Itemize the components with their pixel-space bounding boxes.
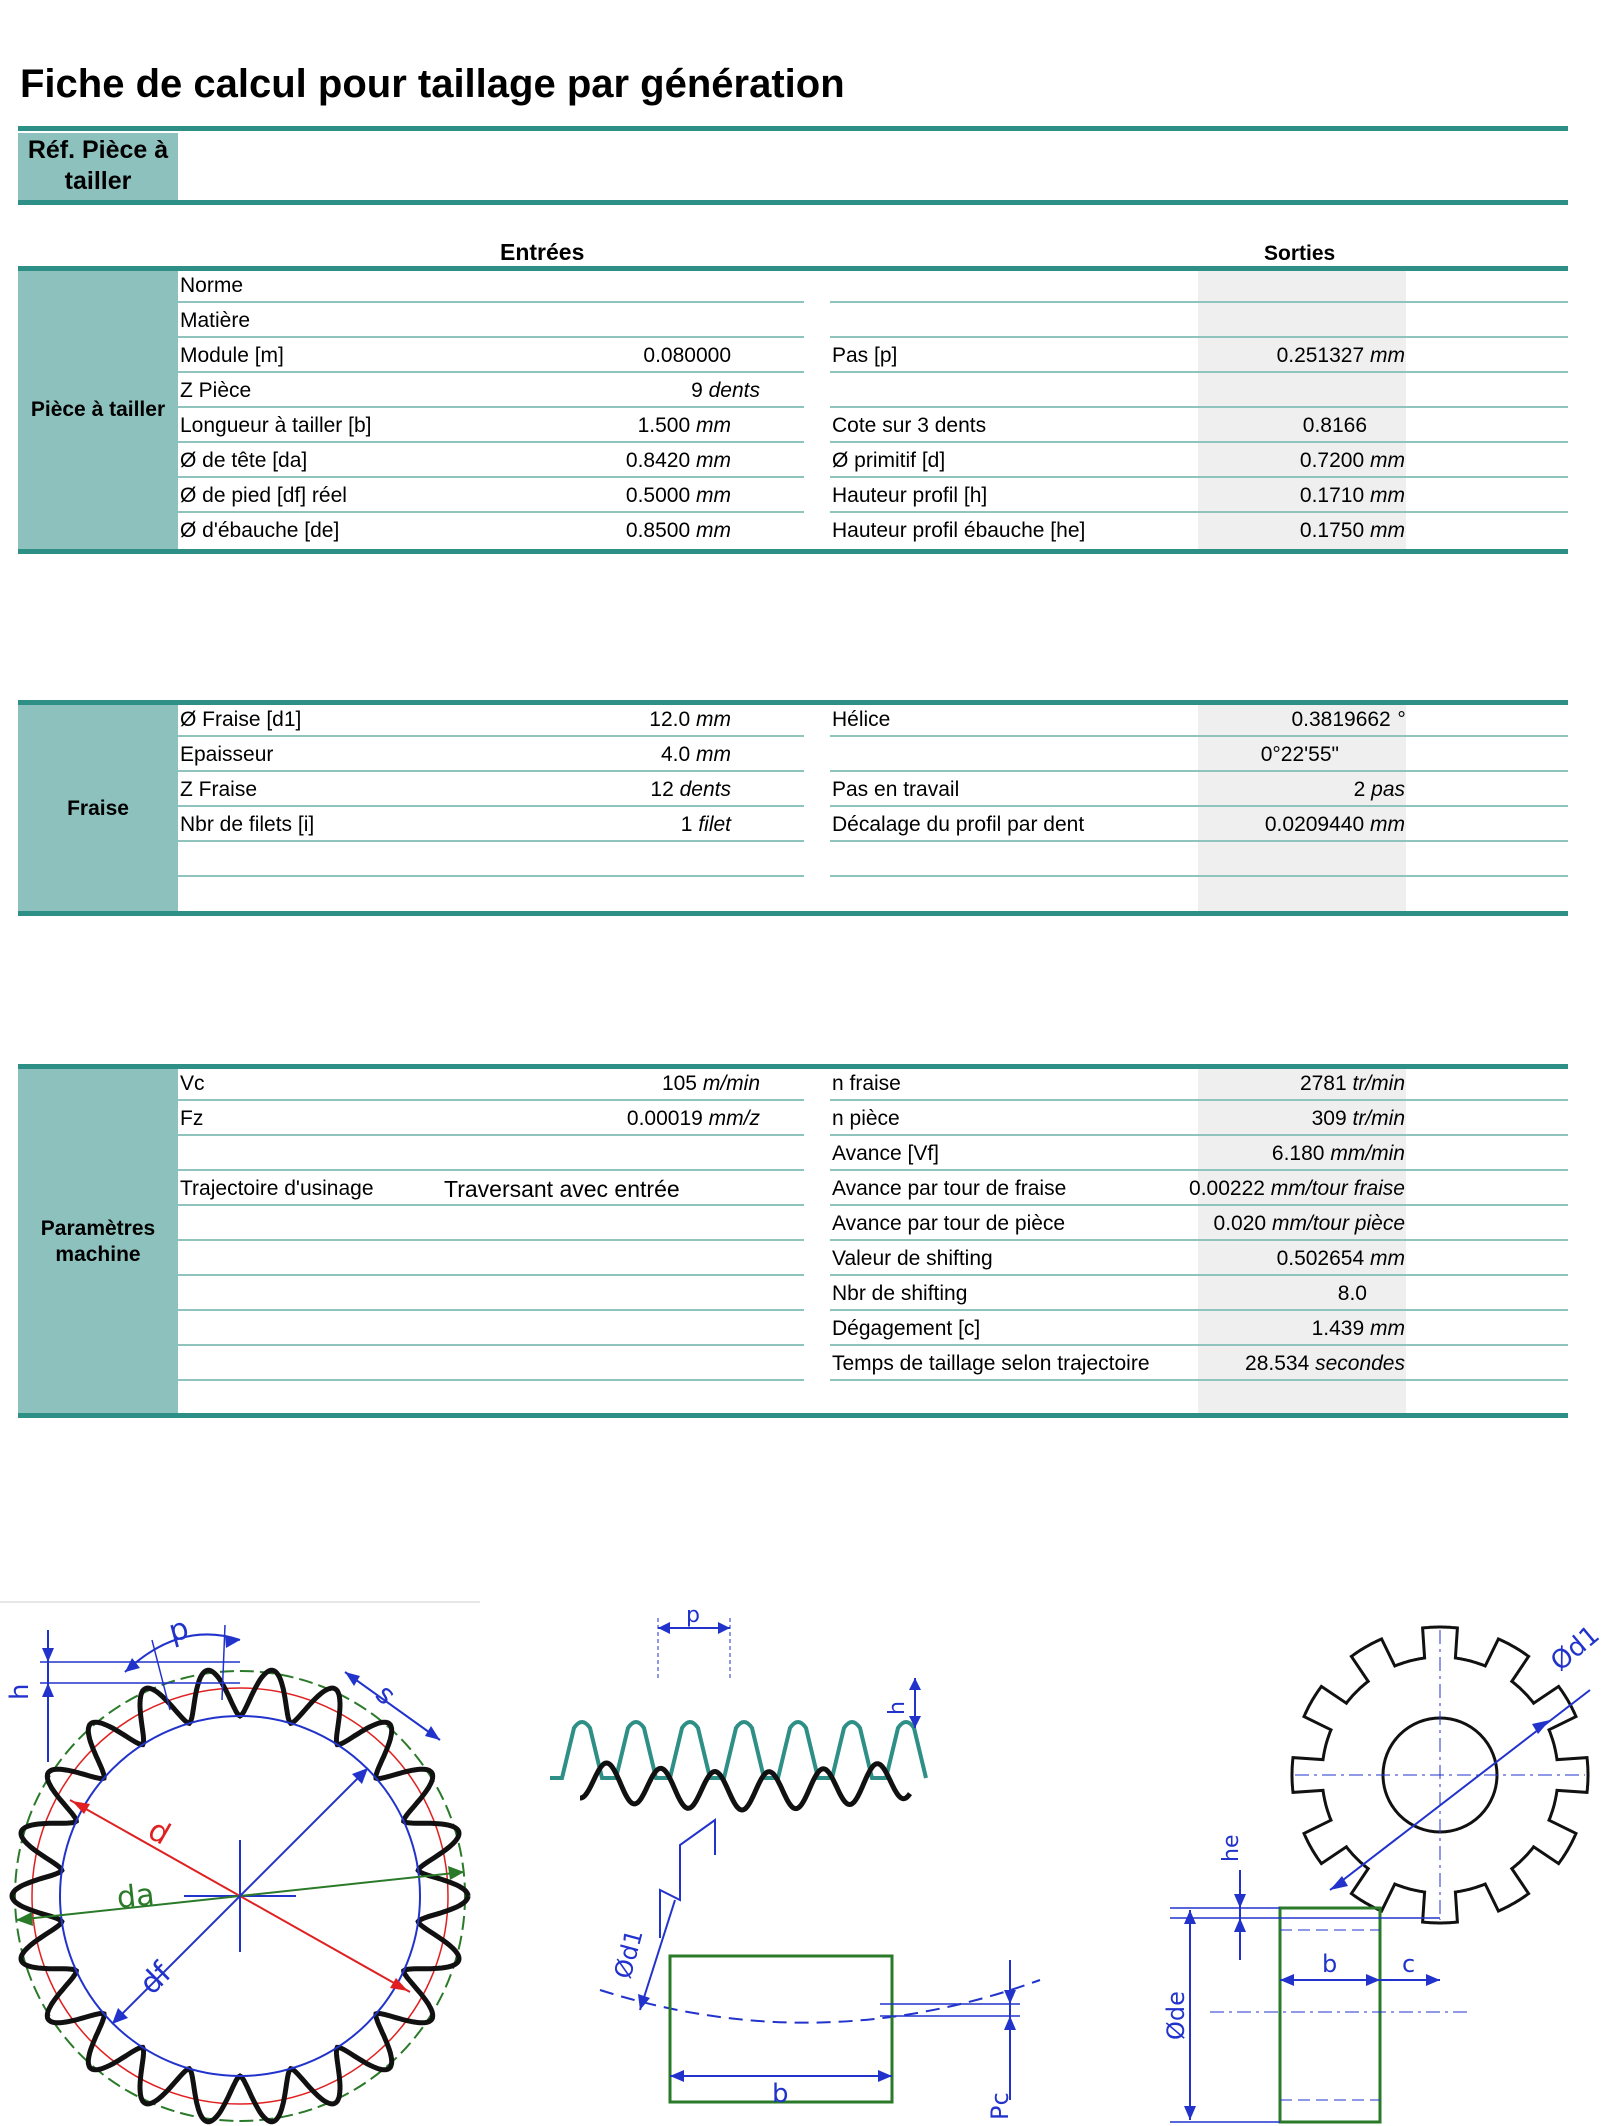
- row-divider: [178, 770, 804, 772]
- output-value-text: 0.8166: [1302, 414, 1367, 437]
- output-unit: °: [1396, 708, 1405, 731]
- ref-label-box: [18, 133, 178, 201]
- input-unit: mm: [696, 414, 731, 437]
- output-label: Hélice: [832, 708, 891, 731]
- input-value: [626, 518, 731, 544]
- output-label: Ø primitif [d]: [832, 449, 946, 472]
- row-divider: [178, 511, 804, 513]
- input-value: [643, 343, 731, 369]
- row-divider: [830, 805, 1568, 807]
- output-unit: pas: [1371, 778, 1405, 801]
- hob-side-label-b: b: [772, 2079, 789, 2109]
- gear-diagram: [0, 1600, 480, 2126]
- row-divider: [830, 1239, 1568, 1241]
- output-label: Cote sur 3 dents: [832, 414, 987, 437]
- input-label: Ø d'ébauche [de]: [180, 519, 340, 542]
- row-divider: [830, 406, 1568, 408]
- input-unit: dents: [679, 778, 731, 801]
- output-value-text: 309: [1311, 1107, 1347, 1130]
- output-unit: secondes: [1315, 1352, 1405, 1375]
- input-value-text: 105: [661, 1072, 697, 1095]
- output-label: Pas en travail: [832, 778, 960, 801]
- output-value: [1338, 1281, 1405, 1307]
- output-value-text: 6.180: [1271, 1142, 1325, 1165]
- input-value-text: 1.500: [637, 414, 691, 437]
- page-title: Fiche de calcul pour taillage par génération: [20, 62, 845, 106]
- row-divider: [830, 476, 1568, 478]
- output-value-text: 8.0: [1337, 1282, 1367, 1305]
- row-divider: [178, 875, 804, 877]
- output-label: n pièce: [832, 1107, 900, 1130]
- output-value: [1300, 483, 1405, 509]
- output-value-text: 1.439: [1311, 1317, 1365, 1340]
- output-unit: mm/tour fraise: [1270, 1177, 1405, 1200]
- output-value: [1303, 413, 1405, 439]
- row-divider: [178, 840, 804, 842]
- row-divider: [830, 1274, 1568, 1276]
- divider: [18, 1413, 1568, 1418]
- row-divider: [830, 1344, 1568, 1346]
- output-value: [1277, 1246, 1405, 1272]
- hob-front-label-d1: Ød1: [1545, 1619, 1606, 1678]
- output-label: Nbr de shifting: [832, 1282, 968, 1305]
- input-value: [626, 448, 731, 474]
- input-label: Z Pièce: [180, 379, 252, 402]
- row-divider: [178, 441, 804, 443]
- row-divider: [830, 1204, 1568, 1206]
- row-divider: [830, 336, 1568, 338]
- row-divider: [830, 1309, 1568, 1311]
- row-divider: [178, 1309, 804, 1311]
- input-value: [627, 1106, 760, 1132]
- input-value: [444, 1176, 680, 1202]
- hob-front-label-c: c: [1402, 1950, 1416, 1978]
- output-label: n fraise: [832, 1072, 901, 1095]
- hob-side-label-pc: Pc: [986, 2092, 1014, 2120]
- input-label: Nbr de filets [i]: [180, 813, 315, 836]
- output-value: [1312, 1316, 1405, 1342]
- row-divider: [830, 1134, 1568, 1136]
- output-value: [1300, 448, 1405, 474]
- input-unit: mm: [696, 708, 731, 731]
- input-unit: mm: [696, 519, 731, 542]
- input-value: [681, 812, 731, 838]
- input-value: [626, 483, 731, 509]
- input-value: [638, 413, 731, 439]
- inputs-header: Entrées: [500, 239, 585, 265]
- output-label: Avance par tour de pièce: [832, 1212, 1066, 1235]
- row-divider: [178, 1169, 804, 1171]
- output-value: [1265, 812, 1405, 838]
- input-label: Vc: [180, 1072, 205, 1095]
- output-unit: mm: [1370, 449, 1405, 472]
- input-label: Fz: [180, 1107, 204, 1130]
- output-value-text: 0.0209440: [1264, 813, 1365, 836]
- output-value: [1354, 777, 1405, 803]
- output-value-text: 0.7200: [1299, 449, 1365, 472]
- machine-section-label-2: machine: [55, 1243, 141, 1266]
- input-value: [662, 1071, 760, 1097]
- output-label: Décalage du profil par dent: [832, 813, 1085, 836]
- output-value-text: 28.534: [1245, 1352, 1310, 1375]
- input-value-text: 4.0: [660, 743, 691, 766]
- input-value-text: 12.0: [649, 708, 691, 731]
- output-value: [1300, 518, 1405, 544]
- divider: [18, 549, 1568, 554]
- divider: [18, 126, 1568, 131]
- outputs-header: Sorties: [1264, 242, 1336, 265]
- rack-label-h: h: [885, 1701, 910, 1715]
- row-divider: [178, 735, 804, 737]
- output-label: Temps de taillage selon trajectoire: [832, 1352, 1150, 1375]
- output-label: Avance [Vf]: [832, 1142, 940, 1165]
- row-divider: [178, 301, 804, 303]
- output-value: [1300, 1071, 1405, 1097]
- output-label: Hauteur profil ébauche [he]: [832, 519, 1086, 542]
- output-value-text: 0.3819662: [1291, 708, 1391, 731]
- row-divider: [178, 1204, 804, 1206]
- input-label: Trajectoire d'usinage: [180, 1177, 374, 1200]
- output-label: Dégagement [c]: [832, 1317, 981, 1340]
- output-value-text: 0.1750: [1299, 519, 1365, 542]
- row-divider: [830, 735, 1568, 737]
- row-divider: [830, 441, 1568, 443]
- output-value: [1291, 707, 1405, 733]
- input-value-text: 0.5000: [625, 484, 691, 507]
- input-value-text: 0.00019: [626, 1107, 703, 1130]
- input-label: Longueur à tailler [b]: [180, 414, 372, 437]
- input-unit: mm: [696, 743, 731, 766]
- machine-section-label-1: Paramètres: [40, 1217, 156, 1240]
- row-divider: [830, 875, 1568, 877]
- row-divider: [178, 1344, 804, 1346]
- input-label: Matière: [180, 309, 251, 332]
- row-divider: [830, 511, 1568, 513]
- ref-label: Réf. Pièce à tailler: [27, 136, 169, 195]
- output-value-text: 0.251327: [1276, 344, 1365, 367]
- fraise-section-label: Fraise: [67, 797, 129, 820]
- output-value-text: 0.020: [1213, 1212, 1267, 1235]
- input-label: Epaisseur: [180, 743, 274, 766]
- divider: [18, 200, 1568, 205]
- gear-label-d: d: [142, 1812, 176, 1853]
- gear-label-h: h: [5, 1683, 35, 1700]
- row-divider: [830, 840, 1568, 842]
- hob-front-label-he: he: [1219, 1834, 1244, 1862]
- output-label: Pas [p]: [832, 344, 898, 367]
- row-divider: [178, 336, 804, 338]
- divider: [18, 911, 1568, 916]
- output-unit: mm: [1370, 813, 1405, 836]
- output-unit: mm: [1370, 519, 1405, 542]
- hob-front-label-b: b: [1322, 1950, 1338, 1978]
- output-label: Hauteur profil [h]: [832, 484, 988, 507]
- input-value: [661, 742, 731, 768]
- input-unit: mm/z: [708, 1107, 760, 1130]
- input-label: Ø de tête [da]: [180, 449, 308, 472]
- row-divider: [178, 371, 804, 373]
- input-value: [650, 777, 731, 803]
- gear-label-df: df: [132, 1955, 179, 2002]
- row-divider: [830, 301, 1568, 303]
- gear-label-s: s: [369, 1677, 403, 1712]
- hob-front-diagram: [1110, 1600, 1609, 2126]
- row-divider: [178, 1274, 804, 1276]
- input-value: [649, 707, 731, 733]
- row-divider: [178, 805, 804, 807]
- input-label: Module [m]: [180, 344, 284, 367]
- hob-front-label-de: Øde: [1162, 1991, 1190, 2040]
- row-divider: [178, 1379, 804, 1381]
- output-unit: mm: [1370, 484, 1405, 507]
- input-unit: mm: [696, 484, 731, 507]
- output-unit: tr/min: [1352, 1072, 1405, 1095]
- input-label: Ø de pied [df] réel: [180, 484, 347, 507]
- output-value: [1245, 1351, 1405, 1377]
- output-value-text: 0.502654: [1276, 1247, 1365, 1270]
- input-value-text: 12: [650, 778, 674, 801]
- gear-label-da: da: [115, 1877, 157, 1916]
- rack-label-p: p: [686, 1603, 700, 1628]
- input-unit: filet: [698, 813, 731, 836]
- row-divider: [178, 1134, 804, 1136]
- output-unit: mm: [1370, 344, 1405, 367]
- output-unit: tr/min: [1352, 1107, 1405, 1130]
- input-value: [691, 378, 760, 404]
- output-value-text: 2781: [1299, 1072, 1347, 1095]
- row-divider: [830, 1379, 1568, 1381]
- output-unit: mm: [1370, 1317, 1405, 1340]
- output-value: [1189, 1176, 1405, 1202]
- input-value-text: 0.080000: [643, 344, 731, 367]
- output-value-text: 0.1710: [1299, 484, 1365, 507]
- output-label: Valeur de shifting: [832, 1247, 993, 1270]
- input-value-text: 0.8500: [625, 519, 691, 542]
- input-value-text: 9: [691, 379, 703, 402]
- input-unit: dents: [708, 379, 760, 402]
- row-divider: [830, 371, 1568, 373]
- output-unit: mm: [1370, 1247, 1405, 1270]
- input-unit: m/min: [702, 1072, 760, 1095]
- output-value: [1277, 343, 1405, 369]
- row-divider: [830, 1169, 1568, 1171]
- row-divider: [178, 1099, 804, 1101]
- output-value: [1272, 1141, 1405, 1167]
- row-divider: [830, 770, 1568, 772]
- input-label: Norme: [180, 274, 244, 297]
- output-label: Avance par tour de fraise: [832, 1177, 1067, 1200]
- input-label: Z Fraise: [180, 778, 258, 801]
- input-value-text: Traversant avec entrée: [444, 1176, 680, 1202]
- input-value-text: 0.8420: [625, 449, 691, 472]
- output-value: [1312, 1106, 1405, 1132]
- input-value-text: 1: [680, 813, 693, 836]
- output-value-text: 2: [1353, 778, 1366, 801]
- gear-label-p: p: [165, 1610, 193, 1650]
- row-divider: [178, 476, 804, 478]
- row-divider: [178, 406, 804, 408]
- row-divider: [178, 1239, 804, 1241]
- output-unit: mm/min: [1330, 1142, 1405, 1165]
- output-value-text: 0.00222: [1189, 1177, 1265, 1200]
- row-divider: [830, 1099, 1568, 1101]
- input-label: Ø Fraise [d1]: [180, 708, 302, 731]
- output-value-text: 0°22'55": [1260, 743, 1339, 766]
- hob-side-label-d1: Ød1: [608, 1926, 649, 1982]
- piece-section-label: Pièce à tailler: [30, 398, 166, 421]
- rack-hob-diagram: [520, 1600, 1080, 2126]
- output-value: [1214, 1211, 1405, 1237]
- output-value: [1261, 742, 1405, 768]
- output-unit: mm/tour pièce: [1271, 1212, 1405, 1235]
- input-unit: mm: [696, 449, 731, 472]
